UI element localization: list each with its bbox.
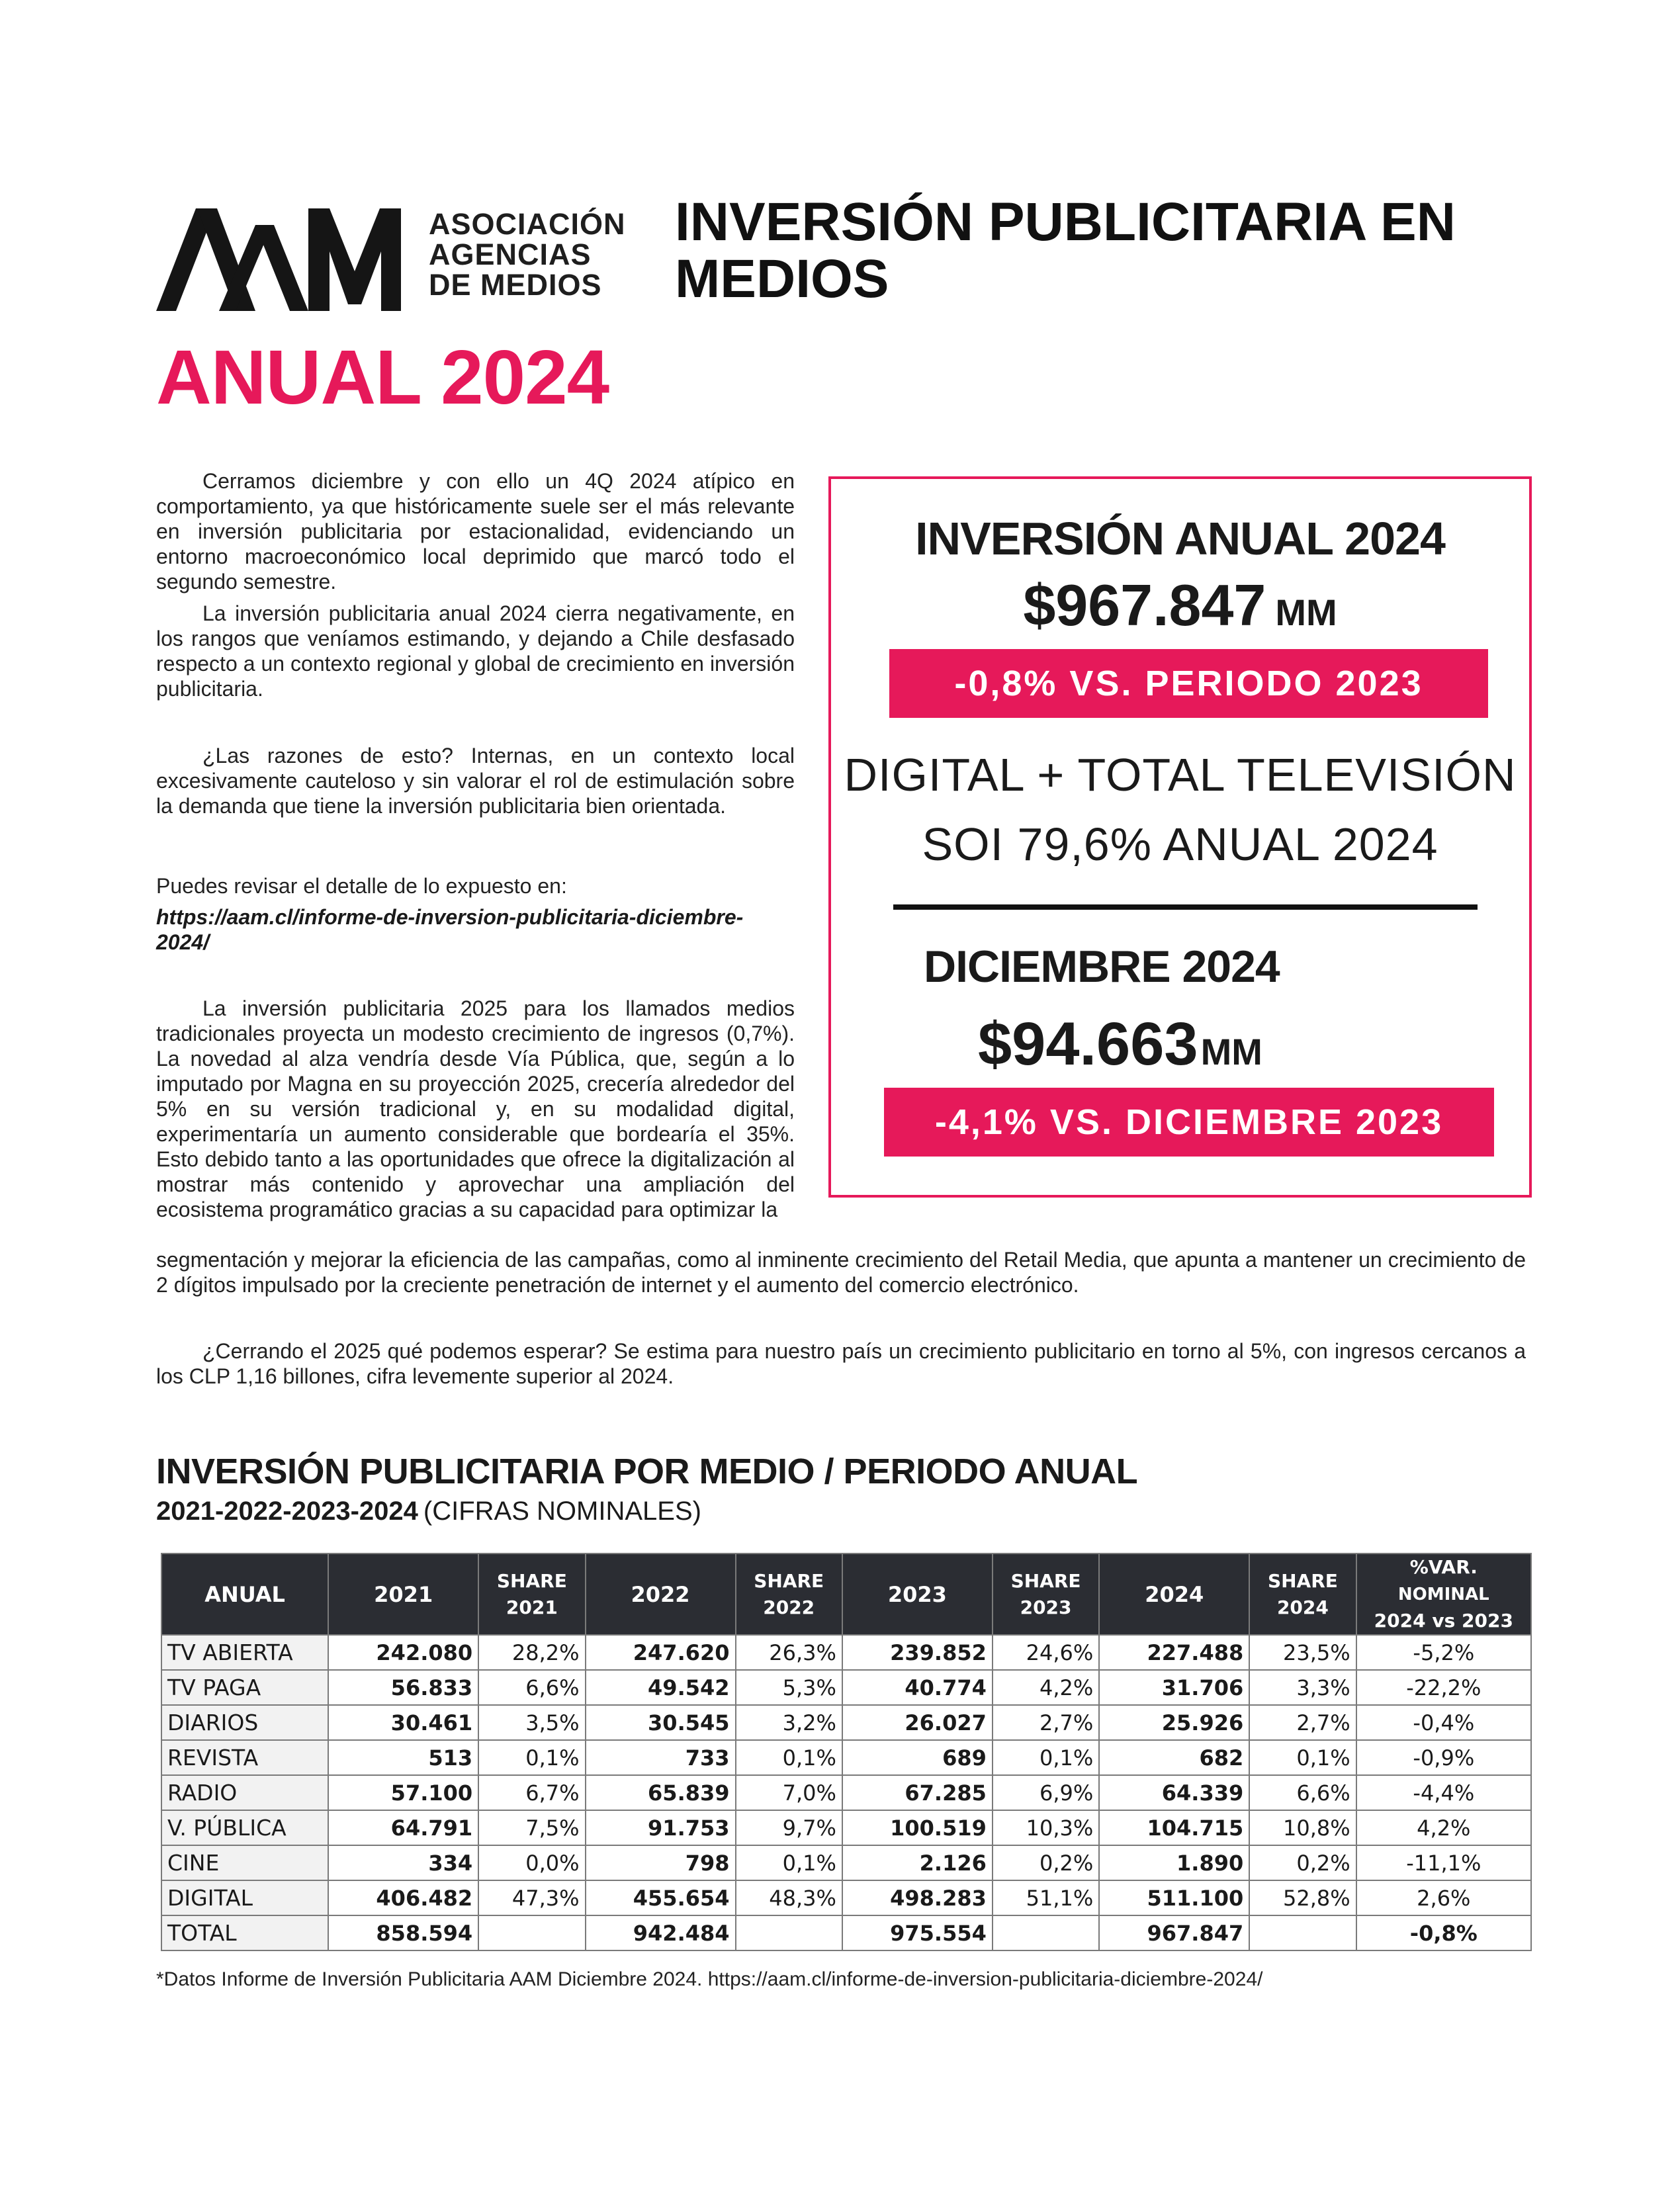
table-total-row — [161, 1915, 1531, 1950]
annual-variation-banner: -0,8% VS. PERIODO 2023 — [889, 649, 1488, 718]
share-cell: 3,5% — [478, 1705, 585, 1740]
medio-cell: CINE — [161, 1845, 328, 1880]
variation-cell: -0,4% — [1356, 1705, 1531, 1740]
value-cell: 247.620 — [586, 1635, 736, 1670]
value-cell: 31.706 — [1099, 1670, 1249, 1705]
share-cell: 2,7% — [1249, 1705, 1356, 1740]
annual-investment-label: INVERSIÓN ANUAL 2024 — [915, 513, 1445, 564]
closing-text — [156, 1338, 1526, 1389]
header-share-2022 — [736, 1553, 842, 1635]
value-cell: 26.027 — [842, 1705, 993, 1740]
value-cell: 67.285 — [842, 1775, 993, 1810]
value-cell: 227.488 — [1099, 1635, 1249, 1670]
value-cell: 30.545 — [586, 1705, 736, 1740]
value-cell: 64.791 — [328, 1810, 478, 1845]
december-label: DICIEMBRE 2024 — [924, 941, 1280, 992]
reasons-text — [156, 743, 795, 818]
share-cell: 0,1% — [736, 1740, 842, 1775]
header-share-2023-b: 2023 — [1020, 1596, 1072, 1618]
share-cell: 0,2% — [1249, 1845, 1356, 1880]
logo-line-3: DE MEDIOS — [429, 268, 602, 302]
intro-paragraph-1: Cerramos diciembre y con ello un 4Q 2024 atípico en comportamiento, ya que históricamente suele ser el más relevante en inversión publicitaria por estacionalidad, evidenciando un entorno macroeconómico local deprimido que marcó todo el segundo semestre. — [156, 469, 795, 593]
share-cell: 6,9% — [993, 1775, 1099, 1810]
share-cell: 48,3% — [736, 1880, 842, 1915]
value-cell: 64.339 — [1099, 1775, 1249, 1810]
medio-cell: RADIO — [161, 1775, 328, 1810]
medio-cell: REVISTA — [161, 1740, 328, 1775]
header-variation-a: %VAR. — [1409, 1556, 1478, 1578]
value-cell: 975.554 — [842, 1915, 993, 1950]
header-share-2023 — [993, 1553, 1099, 1635]
table-row — [161, 1670, 1531, 1705]
header-share-2024-b: 2024 — [1276, 1596, 1329, 1618]
table-row — [161, 1705, 1531, 1740]
value-cell: 1.890 — [1099, 1845, 1249, 1880]
share-cell — [478, 1915, 585, 1950]
header-share-2022-a: SHARE — [754, 1569, 824, 1592]
value-cell: 91.753 — [586, 1810, 736, 1845]
header-share-2021-b: 2021 — [506, 1596, 558, 1618]
investment-table — [161, 1553, 1532, 1951]
share-cell: 51,1% — [993, 1880, 1099, 1915]
variation-cell: -11,1% — [1356, 1845, 1531, 1880]
annual-investment-value — [831, 572, 1529, 639]
value-cell: 104.715 — [1099, 1810, 1249, 1845]
share-cell — [993, 1915, 1099, 1950]
header-share-2024-a: SHARE — [1267, 1569, 1338, 1592]
share-cell: 0,1% — [1249, 1740, 1356, 1775]
soi-value: SOI 79,6% ANUAL 2024 — [922, 818, 1438, 870]
value-cell: 242.080 — [328, 1635, 478, 1670]
header-variation-b: 2024 vs 2023 — [1374, 1610, 1513, 1632]
table-note: (CIFRAS NOMINALES) — [423, 1497, 701, 1526]
soi-label: DIGITAL + TOTAL TELEVISIÓN — [844, 749, 1517, 801]
logo-wordmark — [429, 209, 626, 300]
table-row — [161, 1845, 1531, 1880]
header-2021: 2021 — [328, 1553, 478, 1635]
value-cell: 25.926 — [1099, 1705, 1249, 1740]
intro-paragraph-2: La inversión publicitaria anual 2024 cierra negativamente, en los rangos que veníamos estimando, y dejando a Chile desfasado respecto a un contexto regional y global de crecimiento en inversión publicitaria. — [156, 601, 795, 701]
share-cell: 52,8% — [1249, 1880, 1356, 1915]
outlook-2025-continuation-text: segmentación y mejorar la eficiencia de las campañas, como al inminente crecimiento del Retail Media, que apunta a mantener un crecimiento de 2 dígitos impulsado por la creciente penetración de internet y el aumento del comercio electrónico. — [156, 1248, 1526, 1297]
logo-line-1: ASOCIACIÓN — [429, 207, 626, 241]
medio-cell: DIARIOS — [161, 1705, 328, 1740]
december-value — [978, 1010, 1262, 1079]
value-cell: 967.847 — [1099, 1915, 1249, 1950]
variation-cell: -5,2% — [1356, 1635, 1531, 1670]
value-cell: 511.100 — [1099, 1880, 1249, 1915]
header-2022: 2022 — [586, 1553, 736, 1635]
header-share-2021 — [478, 1553, 585, 1635]
variation-cell: -22,2% — [1356, 1670, 1531, 1705]
table-years: 2021-2022-2023-2024 — [156, 1497, 418, 1526]
value-cell: 858.594 — [328, 1915, 478, 1950]
table-row — [161, 1775, 1531, 1810]
divider — [893, 904, 1478, 910]
outlook-2025-paragraph: La inversión publicitaria 2025 para los llamados medios tradicionales proyecta un modesto crecimiento de ingresos (0,7%). La novedad al alza vendría desde Vía Pública, que, según a lo imputado por Magna en su proyección 2025, crecería alrededor del 5% en su versión tradicional y, en su modalidad digital, experimentaría un aumento considerable que bordearía el 35%. Esto debido tanto a las oportunidades que ofrece la digitalización al mostrar más contenido y aprovechar una ampliación del ecosistema programático gracias a su capacidad para optimizar la — [156, 996, 795, 1221]
aam-logo — [156, 198, 421, 321]
value-cell: 406.482 — [328, 1880, 478, 1915]
logo-line-2: AGENCIAS — [429, 238, 592, 271]
page-title: INVERSIÓN PUBLICITARIA EN MEDIOS — [675, 192, 1456, 309]
share-cell: 0,2% — [993, 1845, 1099, 1880]
share-cell: 10,3% — [993, 1810, 1099, 1845]
value-cell: 455.654 — [586, 1880, 736, 1915]
share-cell: 0,1% — [736, 1845, 842, 1880]
header-2024: 2024 — [1099, 1553, 1249, 1635]
header-share-2023-a: SHARE — [1010, 1569, 1081, 1592]
table-subtitle — [156, 1497, 701, 1526]
variation-cell: 4,2% — [1356, 1810, 1531, 1845]
share-cell: 28,2% — [478, 1635, 585, 1670]
header-share-2021-a: SHARE — [496, 1569, 567, 1592]
outlook-2025-text — [156, 996, 795, 1222]
share-cell: 26,3% — [736, 1635, 842, 1670]
medio-cell: TV ABIERTA — [161, 1635, 328, 1670]
medio-cell: TV PAGA — [161, 1670, 328, 1705]
value-cell: 334 — [328, 1845, 478, 1880]
share-cell: 0,0% — [478, 1845, 585, 1880]
share-cell: 7,0% — [736, 1775, 842, 1810]
value-cell: 498.283 — [842, 1880, 993, 1915]
share-cell: 5,3% — [736, 1670, 842, 1705]
share-cell: 0,1% — [478, 1740, 585, 1775]
medio-cell: DIGITAL — [161, 1880, 328, 1915]
value-cell: 57.100 — [328, 1775, 478, 1810]
value-cell: 2.126 — [842, 1845, 993, 1880]
share-cell: 6,6% — [1249, 1775, 1356, 1810]
value-cell: 65.839 — [586, 1775, 736, 1810]
value-cell: 56.833 — [328, 1670, 478, 1705]
table-title: INVERSIÓN PUBLICITARIA POR MEDIO / PERIODO ANUAL — [156, 1452, 1138, 1491]
value-cell: 100.519 — [842, 1810, 993, 1845]
medio-cell: TOTAL — [161, 1915, 328, 1950]
share-cell: 47,3% — [478, 1880, 585, 1915]
header-share-2024 — [1249, 1553, 1356, 1635]
annual-investment-unit: MM — [1275, 591, 1337, 633]
table-row — [161, 1880, 1531, 1915]
share-cell: 9,7% — [736, 1810, 842, 1845]
share-cell: 23,5% — [1249, 1635, 1356, 1670]
share-cell: 6,7% — [478, 1775, 585, 1810]
share-cell — [736, 1915, 842, 1950]
header-variation — [1356, 1553, 1531, 1635]
table-row — [161, 1635, 1531, 1670]
share-cell: 10,8% — [1249, 1810, 1356, 1845]
reasons-paragraph: ¿Las razones de esto? Internas, en un contexto local excesivamente cauteloso y sin valorar el rol de estimulación sobre la demanda que tiene la inversión publicitaria bien orientada. — [156, 744, 795, 818]
outlook-2025-continuation — [156, 1247, 1526, 1297]
header-variation-small: NOMINAL — [1397, 1585, 1489, 1604]
variation-cell: -0,9% — [1356, 1740, 1531, 1775]
table-row — [161, 1740, 1531, 1775]
share-cell: 24,6% — [993, 1635, 1099, 1670]
closing-paragraph: ¿Cerrando el 2025 qué podemos esperar? Se estima para nuestro país un crecimiento publicitario en torno al 5%, con ingresos cercanos a los CLP 1,16 billones, cifra levemente superior al 2024. — [156, 1339, 1526, 1388]
share-cell: 0,1% — [993, 1740, 1099, 1775]
value-cell: 689 — [842, 1740, 993, 1775]
variation-cell: -0,8% — [1356, 1915, 1531, 1950]
value-cell: 49.542 — [586, 1670, 736, 1705]
footnote: *Datos Informe de Inversión Publicitaria AAM Diciembre 2024. https://aam.cl/informe-de-inversion-publicitaria-diciembre-2024/ — [156, 1968, 1263, 1990]
value-cell: 40.774 — [842, 1670, 993, 1705]
share-cell — [1249, 1915, 1356, 1950]
header-2023: 2023 — [842, 1553, 993, 1635]
december-amount: $94.663 — [978, 1010, 1198, 1078]
medio-cell: V. PÚBLICA — [161, 1810, 328, 1845]
value-cell: 798 — [586, 1845, 736, 1880]
table-header-row — [161, 1553, 1531, 1635]
highlight-box — [828, 476, 1532, 1198]
header-anual: ANUAL — [161, 1553, 328, 1635]
december-variation-banner: -4,1% VS. DICIEMBRE 2023 — [884, 1088, 1494, 1157]
value-cell: 30.461 — [328, 1705, 478, 1740]
value-cell: 942.484 — [586, 1915, 736, 1950]
table-row — [161, 1810, 1531, 1845]
share-cell: 7,5% — [478, 1810, 585, 1845]
variation-cell: -4,4% — [1356, 1775, 1531, 1810]
share-cell: 2,7% — [993, 1705, 1099, 1740]
december-unit: MM — [1200, 1031, 1262, 1072]
header-share-2022-b: 2022 — [763, 1596, 815, 1618]
annual-investment-amount: $967.847 — [1023, 572, 1266, 638]
share-cell: 3,3% — [1249, 1670, 1356, 1705]
review-label: Puedes revisar el detalle de lo expuesto en: — [156, 874, 567, 898]
value-cell: 513 — [328, 1740, 478, 1775]
share-cell: 3,2% — [736, 1705, 842, 1740]
share-cell: 6,6% — [478, 1670, 585, 1705]
variation-cell: 2,6% — [1356, 1880, 1531, 1915]
period-title: ANUAL 2024 — [156, 334, 609, 420]
value-cell: 239.852 — [842, 1635, 993, 1670]
report-link[interactable]: https://aam.cl/informe-de-inversion-publicitaria-diciembre-2024/ — [156, 905, 744, 954]
intro-text — [156, 468, 795, 708]
value-cell: 733 — [586, 1740, 736, 1775]
value-cell: 682 — [1099, 1740, 1249, 1775]
share-cell: 4,2% — [993, 1670, 1099, 1705]
